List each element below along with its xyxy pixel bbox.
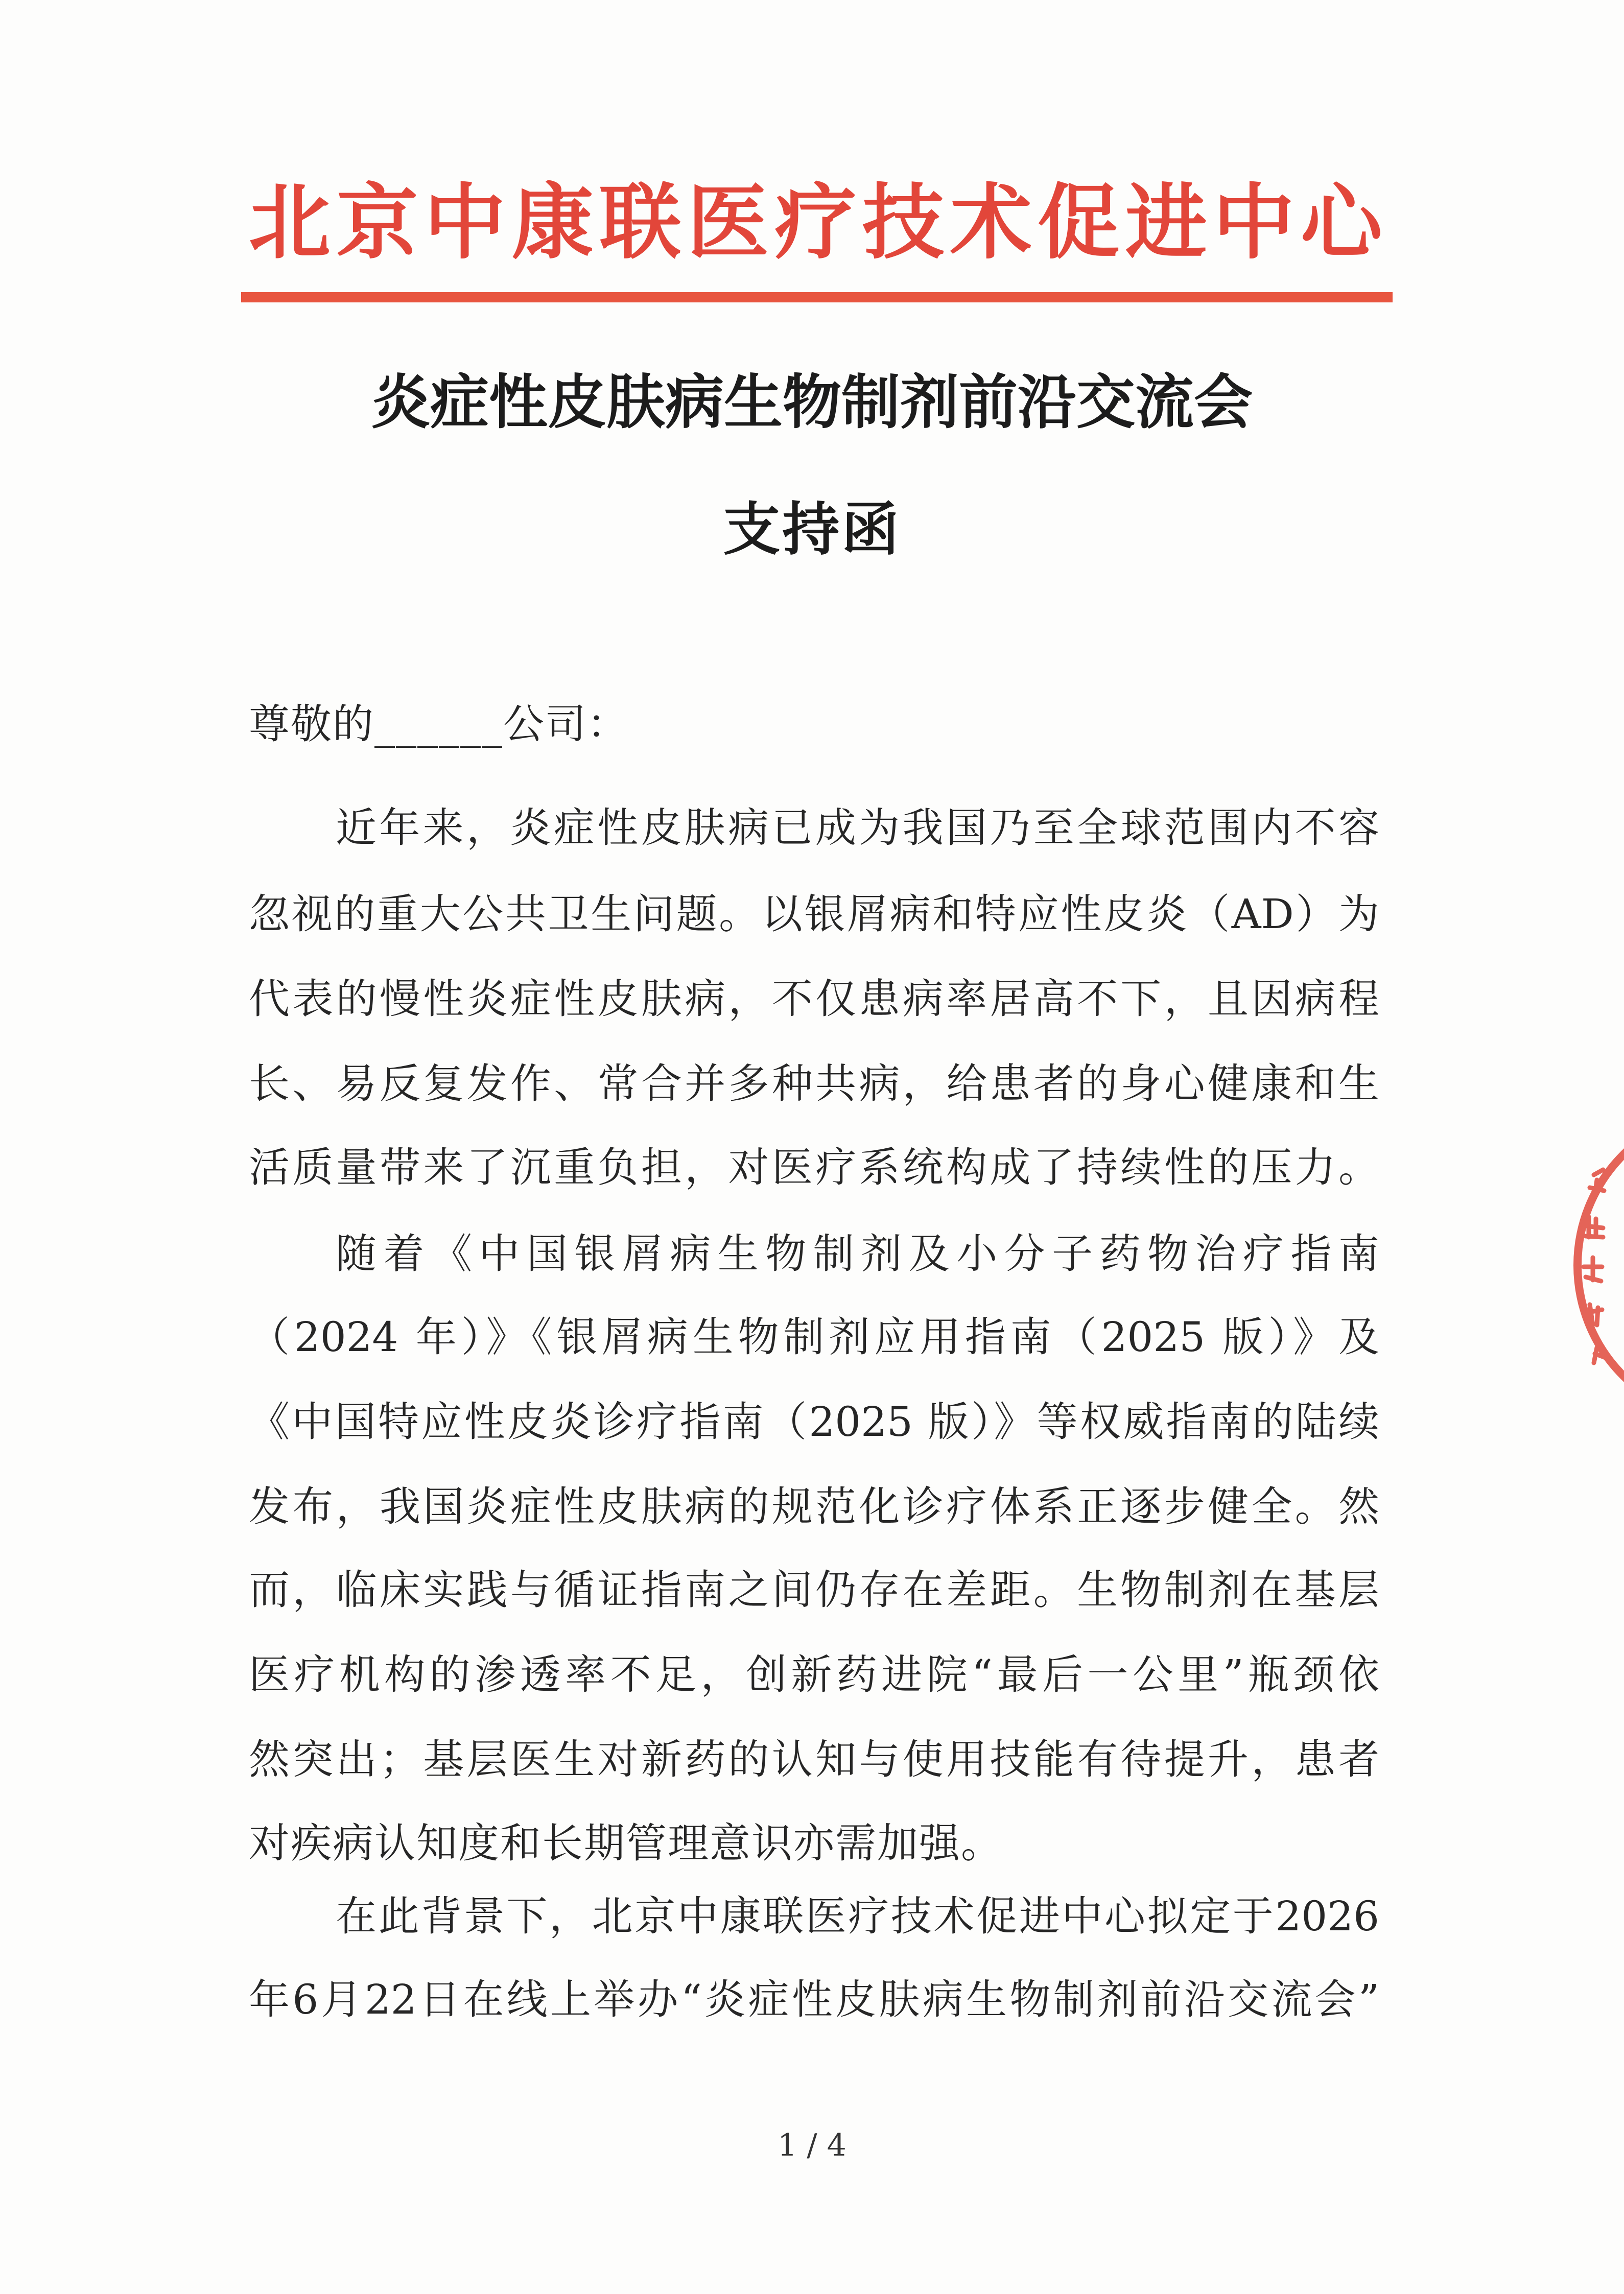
- letterhead-org-name: 北京中康联医疗技术促进中心: [249, 174, 1382, 270]
- body-line: 长、易反复发作、常合并多种共病，给患者的身心健康和生: [249, 1060, 1379, 1107]
- body-line: 活质量带来了沉重负担，对医疗系统构成了持续性的压力。: [249, 1144, 1379, 1191]
- body-line: 然突出；基层医生对新药的认知与使用技能有待提升，患者: [249, 1736, 1379, 1783]
- body-line: 年6月22日在线上举办“炎症性皮肤病生物制剂前沿交流会”: [249, 1976, 1379, 2023]
- body-line: 对疾病认知度和长期管理意识亦需加强。: [249, 1819, 1003, 1867]
- seal-shapes: [1578, 1109, 1624, 1422]
- body-line: （2024 年）》《银屑病生物制剂应用指南（2025 版）》及: [249, 1313, 1379, 1361]
- body-line: 忽视的重大公共卫生问题。以银屑病和特应性皮炎（AD）为: [249, 890, 1379, 938]
- body-line: 代表的慢性炎症性皮肤病，不仅患病率居高不下，且因病程: [249, 975, 1379, 1023]
- body-line: 医疗机构的渗透率不足，创新药进院“最后一公里”瓶颈依: [249, 1651, 1379, 1698]
- document-title: 炎症性皮肤病生物制剂前沿交流会: [371, 368, 1253, 437]
- letterhead-red-rule: [241, 292, 1393, 302]
- body-line: 发布，我国炎症性皮肤病的规范化诊疗体系正逐步健全。然: [249, 1483, 1379, 1530]
- official-seal: [1563, 1098, 1624, 1435]
- page-number: 1 / 4: [778, 2127, 846, 2163]
- seal-lettering-mark: [1584, 1258, 1602, 1281]
- body-line: 在此背景下，北京中康联医疗技术促进中心拟定于2026: [336, 1893, 1379, 1940]
- body-line: 而，临床实践与循证指南之间仍存在差距。生物制剂在基层: [249, 1566, 1379, 1614]
- body-line: 近年来，炎症性皮肤病已成为我国乃至全球范围内不容: [336, 804, 1379, 852]
- document-subtitle: 支持函: [723, 496, 901, 563]
- seal-lettering-mark: [1586, 1217, 1603, 1237]
- body-line: 随着《中国银屑病生物制剂及小分子药物治疗指南: [336, 1230, 1379, 1278]
- body-line: 《中国特应性皮炎诊疗指南（2025 版）》等权威指南的陆续: [249, 1398, 1379, 1446]
- salutation: 尊敬的______公司：: [249, 700, 629, 748]
